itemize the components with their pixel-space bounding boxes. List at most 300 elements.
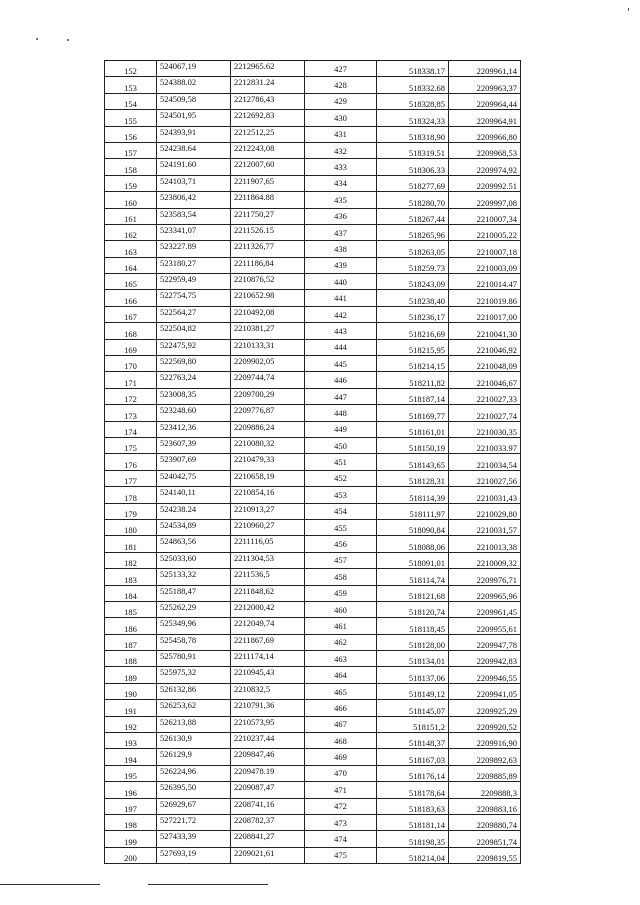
y-coordinate-cell: 2209087,47: [231, 782, 305, 798]
point-number-cell: 432: [305, 142, 377, 158]
y-coordinate-cell: 2210479,33: [231, 454, 305, 470]
point-number-cell: 153: [105, 77, 157, 93]
y-coordinate-cell: 2210237,44: [231, 733, 305, 749]
point-number-cell: 434: [305, 175, 377, 191]
table-row: [105, 487, 305, 503]
x-coordinate-cell: 518150,19: [377, 437, 449, 453]
x-coordinate-cell: 518091,01: [377, 552, 449, 568]
x-coordinate-cell: 523248.60: [157, 405, 231, 421]
x-coordinate-cell: 524042,75: [157, 470, 231, 486]
point-number-cell: 194: [105, 749, 157, 765]
table-row: [305, 241, 521, 257]
point-number-cell: 446: [305, 372, 377, 388]
x-coordinate-cell: 518265,96: [377, 224, 449, 240]
point-number-cell: 474: [305, 831, 377, 847]
point-number-cell: 431: [305, 126, 377, 142]
x-coordinate-cell: 518169,77: [377, 405, 449, 421]
x-coordinate-cell: 518181,14: [377, 814, 449, 830]
table-row: [105, 274, 305, 290]
table-row: [305, 503, 521, 519]
point-number-cell: 172: [105, 388, 157, 404]
point-number-cell: 473: [305, 814, 377, 830]
table-row: [105, 241, 305, 257]
point-number-cell: 185: [105, 601, 157, 617]
table-row: [105, 470, 305, 486]
table-row: [105, 765, 305, 781]
point-number-cell: 197: [105, 798, 157, 814]
table-row: [105, 536, 305, 552]
x-coordinate-cell: 524388.02: [157, 77, 231, 93]
y-coordinate-cell: 2210133,31: [231, 339, 305, 355]
x-coordinate-cell: 518259.73: [377, 257, 449, 273]
y-coordinate-cell: 2210005,22: [449, 224, 521, 240]
x-coordinate-cell: 518134,01: [377, 651, 449, 667]
x-coordinate-cell: 518318,90: [377, 126, 449, 142]
x-coordinate-cell: 527433,39: [157, 831, 231, 847]
table-row: [305, 339, 521, 355]
point-number-cell: 167: [105, 306, 157, 322]
point-number-cell: 442: [305, 306, 377, 322]
x-coordinate-cell: 524501,95: [157, 110, 231, 126]
point-number-cell: 441: [305, 290, 377, 306]
y-coordinate-cell: 2209744,74: [231, 372, 305, 388]
table-row: [105, 585, 305, 601]
table-row: [105, 847, 305, 863]
table-row: [105, 290, 305, 306]
y-coordinate-cell: 2209902,05: [231, 356, 305, 372]
table-row: [105, 569, 305, 585]
table-row: [105, 782, 305, 798]
x-coordinate-cell: 525033,60: [157, 552, 231, 568]
y-coordinate-cell: 2210048,09: [449, 356, 521, 372]
table-row: [305, 224, 521, 240]
y-coordinate-cell: 2211848,62: [231, 585, 305, 601]
y-coordinate-cell: 2208782,37: [231, 814, 305, 830]
x-coordinate-cell: 523180,27: [157, 257, 231, 273]
point-number-cell: 168: [105, 323, 157, 339]
x-coordinate-cell: 523341,07: [157, 224, 231, 240]
x-coordinate-cell: 518118,45: [377, 618, 449, 634]
point-number-cell: 183: [105, 569, 157, 585]
x-coordinate-cell: 518215,95: [377, 339, 449, 355]
x-coordinate-cell: 527693,19: [157, 847, 231, 863]
point-number-cell: 187: [105, 634, 157, 650]
y-coordinate-cell: 2209916,90: [449, 733, 521, 749]
table-row: [305, 782, 521, 798]
point-number-cell: 438: [305, 241, 377, 257]
x-coordinate-cell: 523227.89: [157, 241, 231, 257]
y-coordinate-cell: 2211526.15: [231, 224, 305, 240]
x-coordinate-cell: 518114,39: [377, 487, 449, 503]
point-number-cell: 464: [305, 667, 377, 683]
x-coordinate-cell: 518128,31: [377, 470, 449, 486]
point-number-cell: 445: [305, 356, 377, 372]
x-coordinate-cell: 523583,54: [157, 208, 231, 224]
y-coordinate-cell: 2212000,42: [231, 601, 305, 617]
x-coordinate-cell: 527221,72: [157, 814, 231, 830]
table-row: [105, 372, 305, 388]
x-coordinate-cell: 518145,07: [377, 700, 449, 716]
table-row: [105, 700, 305, 716]
y-coordinate-cell: 2209974,92: [449, 159, 521, 175]
table-row: [105, 519, 305, 535]
x-coordinate-cell: 518090,84: [377, 519, 449, 535]
x-coordinate-cell: 522754,75: [157, 290, 231, 306]
point-number-cell: 182: [105, 552, 157, 568]
y-coordinate-cell: 2209885,89: [449, 765, 521, 781]
point-number-cell: 169: [105, 339, 157, 355]
table-row: [305, 159, 521, 175]
point-number-cell: 475: [305, 847, 377, 863]
table-row: [305, 356, 521, 372]
y-coordinate-cell: 2209700,29: [231, 388, 305, 404]
table-row: [105, 175, 305, 191]
table-row: [305, 421, 521, 437]
point-number-cell: 450: [305, 437, 377, 453]
y-coordinate-cell: 2210652.98: [231, 290, 305, 306]
x-coordinate-cell: 518238,40: [377, 290, 449, 306]
table-row: [305, 257, 521, 273]
point-number-cell: 158: [105, 159, 157, 175]
x-coordinate-cell: 523607,39: [157, 437, 231, 453]
point-number-cell: 462: [305, 634, 377, 650]
x-coordinate-cell: 524191.60: [157, 159, 231, 175]
y-coordinate-cell: 2211326,77: [231, 241, 305, 257]
point-number-cell: 174: [105, 421, 157, 437]
table-row: [305, 585, 521, 601]
footer-rule: [0, 884, 100, 885]
footer-rule: [148, 884, 268, 885]
x-coordinate-cell: 524067,19: [157, 61, 231, 77]
scan-speck: [628, 8, 629, 11]
y-coordinate-cell: 2210027,74: [449, 405, 521, 421]
table-row: [305, 110, 521, 126]
table-row: [305, 470, 521, 486]
y-coordinate-cell: 2208841,27: [231, 831, 305, 847]
table-row: [305, 77, 521, 93]
coordinates-table-left: [104, 60, 305, 864]
table-row: [105, 93, 305, 109]
y-coordinate-cell: 2212512,25: [231, 126, 305, 142]
x-coordinate-cell: 518198,35: [377, 831, 449, 847]
point-number-cell: 469: [305, 749, 377, 765]
x-coordinate-cell: 518121,68: [377, 585, 449, 601]
point-number-cell: 460: [305, 601, 377, 617]
point-number-cell: 471: [305, 782, 377, 798]
point-number-cell: 470: [305, 765, 377, 781]
table-row: [105, 437, 305, 453]
point-number-cell: 155: [105, 110, 157, 126]
table-row: [305, 405, 521, 421]
x-coordinate-cell: 518214,15: [377, 356, 449, 372]
table-row: [305, 536, 521, 552]
point-number-cell: 436: [305, 208, 377, 224]
point-number-cell: 191: [105, 700, 157, 716]
x-coordinate-cell: 518263,05: [377, 241, 449, 257]
y-coordinate-cell: 2211864.88: [231, 192, 305, 208]
x-coordinate-cell: 518214,04: [377, 847, 449, 863]
y-coordinate-cell: 2209942,83: [449, 651, 521, 667]
y-coordinate-cell: 2209997,08: [449, 192, 521, 208]
table-row: [105, 306, 305, 322]
x-coordinate-cell: 522569,80: [157, 356, 231, 372]
table-row: [305, 61, 521, 77]
point-number-cell: 189: [105, 667, 157, 683]
y-coordinate-cell: 2210027,56: [449, 470, 521, 486]
x-coordinate-cell: 518306.33: [377, 159, 449, 175]
y-coordinate-cell: 2211867,69: [231, 634, 305, 650]
table-row: [105, 716, 305, 732]
y-coordinate-cell: 2210017,00: [449, 306, 521, 322]
y-coordinate-cell: 2209847,46: [231, 749, 305, 765]
table-row: [305, 749, 521, 765]
x-coordinate-cell: 518319.51: [377, 142, 449, 158]
table-row: [305, 142, 521, 158]
y-coordinate-cell: 2210832,5: [231, 683, 305, 699]
table-row: [305, 716, 521, 732]
table-row: [305, 437, 521, 453]
point-number-cell: 175: [105, 437, 157, 453]
table-row: [105, 651, 305, 667]
point-number-cell: 463: [305, 651, 377, 667]
y-coordinate-cell: 2210014.47: [449, 274, 521, 290]
y-coordinate-cell: 2209961,14: [449, 61, 521, 77]
x-coordinate-cell: 526130,9: [157, 733, 231, 749]
y-coordinate-cell: 2212692,83: [231, 110, 305, 126]
x-coordinate-cell: 524393,91: [157, 126, 231, 142]
point-number-cell: 448: [305, 405, 377, 421]
table-row: [105, 552, 305, 568]
point-number-cell: 433: [305, 159, 377, 175]
y-coordinate-cell: 2210492,08: [231, 306, 305, 322]
table-row: [305, 93, 521, 109]
table-row: [105, 77, 305, 93]
x-coordinate-cell: 522763,24: [157, 372, 231, 388]
table-row: [305, 667, 521, 683]
x-coordinate-cell: 518149,12: [377, 683, 449, 699]
table-row: [105, 388, 305, 404]
x-coordinate-cell: 524863,56: [157, 536, 231, 552]
y-coordinate-cell: 2209892,63: [449, 749, 521, 765]
y-coordinate-cell: 2209021,61: [231, 847, 305, 863]
table-row: [105, 749, 305, 765]
point-number-cell: 437: [305, 224, 377, 240]
x-coordinate-cell: 524509,58: [157, 93, 231, 109]
y-coordinate-cell: 2212243,08: [231, 142, 305, 158]
y-coordinate-cell: 2209964,44: [449, 93, 521, 109]
x-coordinate-cell: 526224,96: [157, 765, 231, 781]
y-coordinate-cell: 2209961,45: [449, 601, 521, 617]
point-number-cell: 429: [305, 93, 377, 109]
y-coordinate-cell: 2209883,16: [449, 798, 521, 814]
x-coordinate-cell: 523412,36: [157, 421, 231, 437]
point-number-cell: 439: [305, 257, 377, 273]
y-coordinate-cell: 2210573,95: [231, 716, 305, 732]
x-coordinate-cell: 518148,37: [377, 733, 449, 749]
point-number-cell: 199: [105, 831, 157, 847]
x-coordinate-cell: 524238.24: [157, 503, 231, 519]
point-number-cell: 428: [305, 77, 377, 93]
x-coordinate-cell: 518236,17: [377, 306, 449, 322]
point-number-cell: 165: [105, 274, 157, 290]
y-coordinate-cell: 2211186,84: [231, 257, 305, 273]
table-row: [105, 159, 305, 175]
table-row: [305, 274, 521, 290]
x-coordinate-cell: 518277,69: [377, 175, 449, 191]
x-coordinate-cell: 524103,71: [157, 175, 231, 191]
point-number-cell: 178: [105, 487, 157, 503]
x-coordinate-cell: 518338.17: [377, 61, 449, 77]
y-coordinate-cell: 2210854,16: [231, 487, 305, 503]
x-coordinate-cell: 525262,29: [157, 601, 231, 617]
table-row: [305, 519, 521, 535]
x-coordinate-cell: 518211,82: [377, 372, 449, 388]
y-coordinate-cell: 2209888,3: [449, 782, 521, 798]
y-coordinate-cell: 2210034,54: [449, 454, 521, 470]
table-row: [105, 634, 305, 650]
x-coordinate-cell: 526213,88: [157, 716, 231, 732]
table-row: [305, 290, 521, 306]
x-coordinate-cell: 518088,06: [377, 536, 449, 552]
table-row: [105, 61, 305, 77]
point-number-cell: 181: [105, 536, 157, 552]
table-row: [305, 733, 521, 749]
x-coordinate-cell: 518216,69: [377, 323, 449, 339]
y-coordinate-cell: 2210033.97: [449, 437, 521, 453]
point-number-cell: 472: [305, 798, 377, 814]
point-number-cell: 173: [105, 405, 157, 421]
x-coordinate-cell: 518243,09: [377, 274, 449, 290]
x-coordinate-cell: 518332.68: [377, 77, 449, 93]
table-row: [105, 356, 305, 372]
table-row: [305, 601, 521, 617]
x-coordinate-cell: 526929,67: [157, 798, 231, 814]
point-number-cell: 192: [105, 716, 157, 732]
y-coordinate-cell: 2209992.51: [449, 175, 521, 191]
x-coordinate-cell: 518161,01: [377, 421, 449, 437]
point-number-cell: 465: [305, 683, 377, 699]
point-number-cell: 162: [105, 224, 157, 240]
x-coordinate-cell: 524140,11: [157, 487, 231, 503]
x-coordinate-cell: 523907,69: [157, 454, 231, 470]
scan-speck: [67, 39, 69, 41]
point-number-cell: 447: [305, 388, 377, 404]
point-number-cell: 440: [305, 274, 377, 290]
point-number-cell: 452: [305, 470, 377, 486]
y-coordinate-cell: 2209920,52: [449, 716, 521, 732]
x-coordinate-cell: 526129,9: [157, 749, 231, 765]
table-row: [305, 814, 521, 830]
table-row: [105, 798, 305, 814]
point-number-cell: 160: [105, 192, 157, 208]
point-number-cell: 195: [105, 765, 157, 781]
table-row: [305, 569, 521, 585]
table-row: [305, 634, 521, 650]
point-number-cell: 457: [305, 552, 377, 568]
y-coordinate-cell: 2210046,67: [449, 372, 521, 388]
y-coordinate-cell: 2209976,71: [449, 569, 521, 585]
point-number-cell: 467: [305, 716, 377, 732]
x-coordinate-cell: 522475,92: [157, 339, 231, 355]
point-number-cell: 200: [105, 847, 157, 863]
table-row: [305, 700, 521, 716]
x-coordinate-cell: 518183,63: [377, 798, 449, 814]
table-row: [305, 306, 521, 322]
y-coordinate-cell: 2212049,74: [231, 618, 305, 634]
y-coordinate-cell: 2210658,19: [231, 470, 305, 486]
y-coordinate-cell: 2209478.19: [231, 765, 305, 781]
table-row: [105, 421, 305, 437]
table-row: [305, 208, 521, 224]
point-number-cell: 449: [305, 421, 377, 437]
table-row: [305, 192, 521, 208]
point-number-cell: 196: [105, 782, 157, 798]
point-number-cell: 193: [105, 733, 157, 749]
y-coordinate-cell: 2209946,55: [449, 667, 521, 683]
x-coordinate-cell: 522959,49: [157, 274, 231, 290]
y-coordinate-cell: 2210029,80: [449, 503, 521, 519]
x-coordinate-cell: 518178,64: [377, 782, 449, 798]
y-coordinate-cell: 2209819,55: [449, 847, 521, 863]
y-coordinate-cell: 2209886,24: [231, 421, 305, 437]
y-coordinate-cell: 2210027,33: [449, 388, 521, 404]
y-coordinate-cell: 2210080,32: [231, 437, 305, 453]
x-coordinate-cell: 518111,97: [377, 503, 449, 519]
point-number-cell: 176: [105, 454, 157, 470]
table-row: [105, 339, 305, 355]
point-number-cell: 453: [305, 487, 377, 503]
table-row: [305, 683, 521, 699]
table-row: [105, 503, 305, 519]
y-coordinate-cell: 2209851,74: [449, 831, 521, 847]
point-number-cell: 179: [105, 503, 157, 519]
point-number-cell: 180: [105, 519, 157, 535]
point-number-cell: 177: [105, 470, 157, 486]
table-row: [305, 126, 521, 142]
y-coordinate-cell: 2210381,27: [231, 323, 305, 339]
y-coordinate-cell: 2210791,36: [231, 700, 305, 716]
y-coordinate-cell: 2211304,53: [231, 552, 305, 568]
y-coordinate-cell: 2210046,92: [449, 339, 521, 355]
table-row: [105, 110, 305, 126]
point-number-cell: 184: [105, 585, 157, 601]
point-number-cell: 427: [305, 61, 377, 77]
y-coordinate-cell: 2209955,61: [449, 618, 521, 634]
point-number-cell: 159: [105, 175, 157, 191]
table-row: [105, 142, 305, 158]
table-row: [105, 733, 305, 749]
point-number-cell: 454: [305, 503, 377, 519]
table-row: [105, 257, 305, 273]
point-number-cell: 152: [105, 61, 157, 77]
table-row: [105, 683, 305, 699]
x-coordinate-cell: 522564,27: [157, 306, 231, 322]
y-coordinate-cell: 2210913,27: [231, 503, 305, 519]
y-coordinate-cell: 2210013,38: [449, 536, 521, 552]
table-row: [305, 798, 521, 814]
table-row: [105, 208, 305, 224]
x-coordinate-cell: 518120,74: [377, 601, 449, 617]
table-row: [105, 323, 305, 339]
point-number-cell: 456: [305, 536, 377, 552]
table-row: [305, 323, 521, 339]
point-number-cell: 157: [105, 142, 157, 158]
table-row: [305, 765, 521, 781]
table-row: [105, 126, 305, 142]
y-coordinate-cell: 2209925,29: [449, 700, 521, 716]
y-coordinate-cell: 2209941,05: [449, 683, 521, 699]
x-coordinate-cell: 524238.64: [157, 142, 231, 158]
